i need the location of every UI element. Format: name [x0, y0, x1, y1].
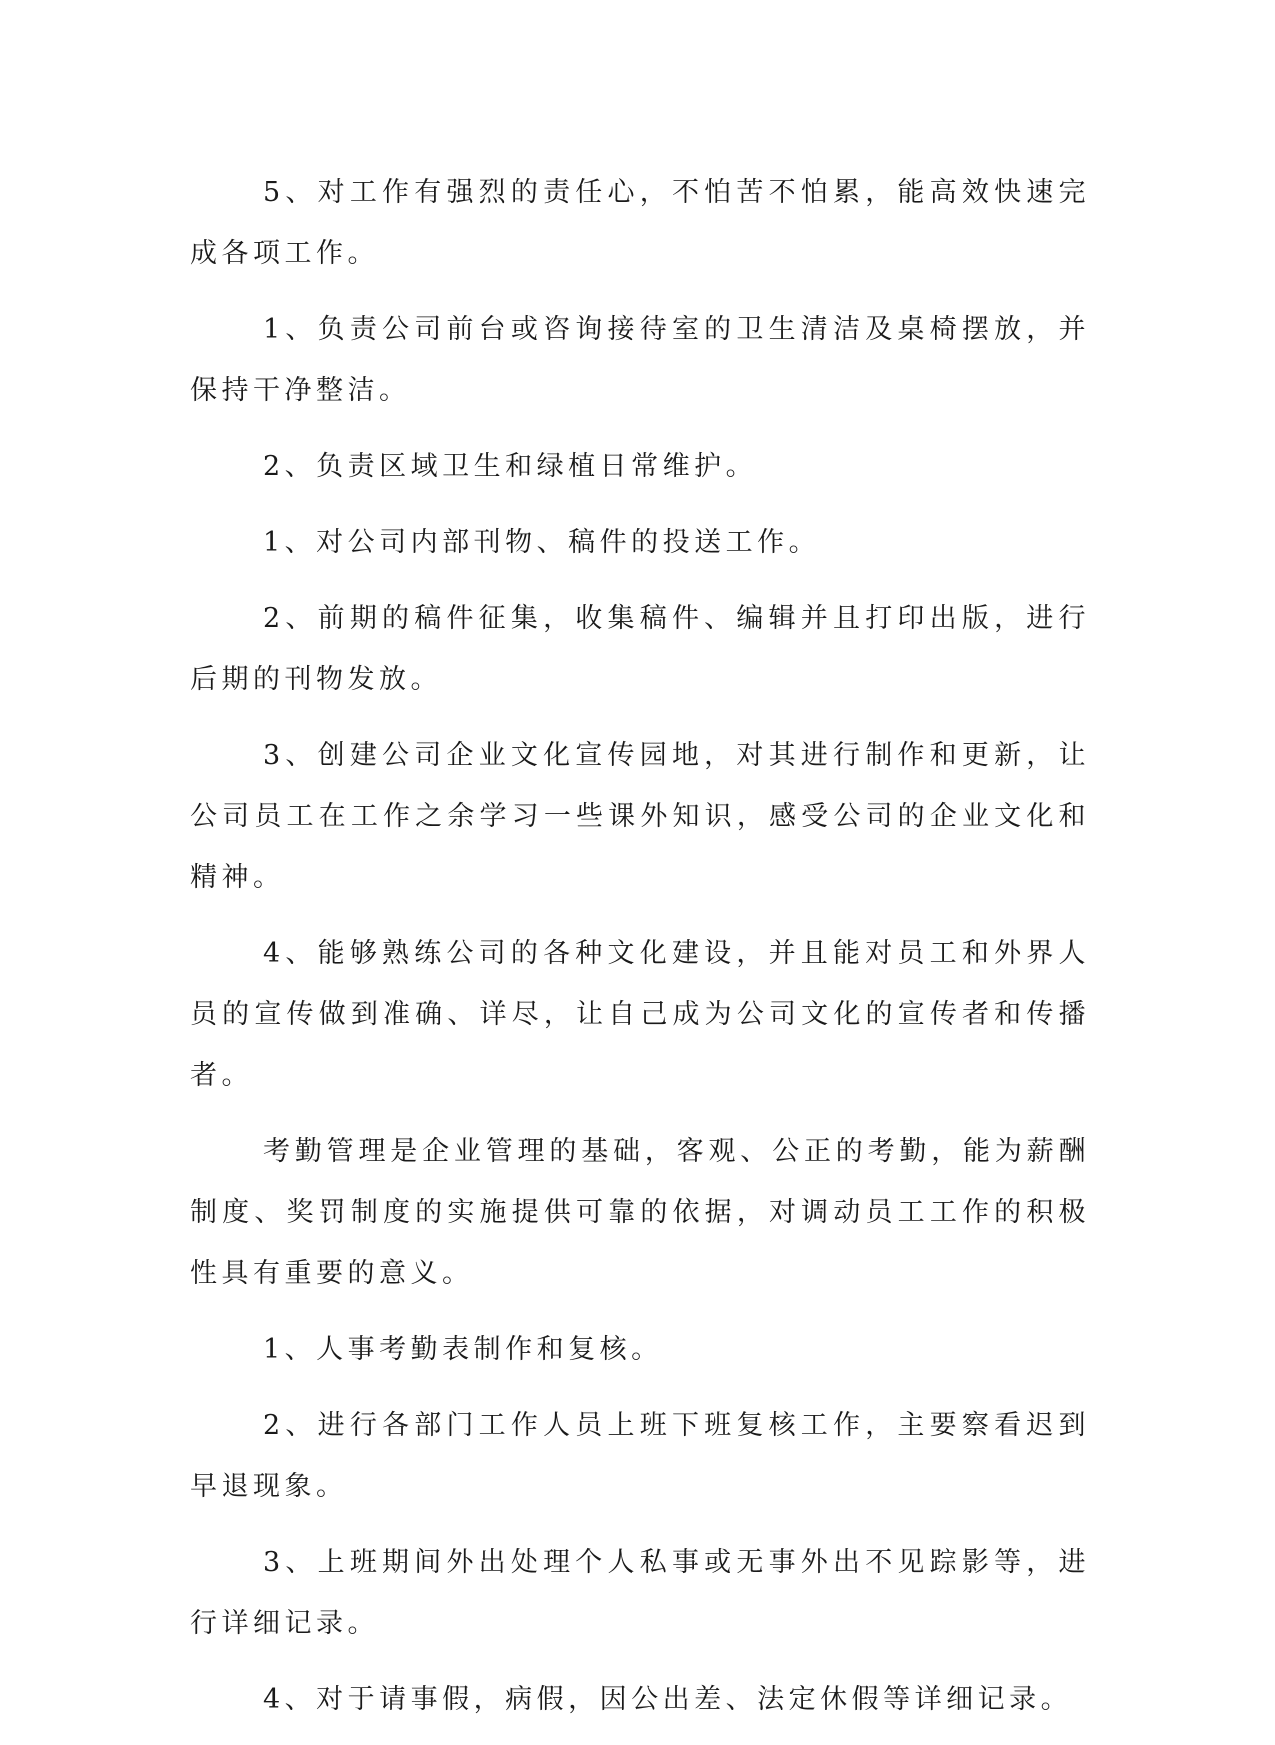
paragraph-attendance-1: 1、人事考勤表制作和复核。	[263, 1334, 663, 1365]
paragraph-publication-2: 2、前期的稿件征集，收集稿件、编辑并且打印出版，进行后期的刊物发放。	[190, 603, 1090, 695]
paragraph-culture-3: 3、创建公司企业文化宣传园地，对其进行制作和更新，让公司员工在工作之余学习一些课外知识，感受公司的企业文化和精神。	[190, 740, 1090, 893]
paragraph-culture-4: 4、能够熟练公司的各种文化建设，并且能对员工和外界人员的宣传做到准确、详尽，让自己成为公司文化的宣传者和传播者。	[190, 938, 1090, 1091]
paragraph-attendance-3: 3、上班期间外出处理个人私事或无事外出不见踪影等，进行详细记录。	[190, 1547, 1090, 1639]
paragraph-hygiene-1: 1、负责公司前台或咨询接待室的卫生清洁及桌椅摆放，并保持干净整洁。	[190, 314, 1090, 406]
document-page	[190, 162, 1090, 1745]
paragraph-publication-1: 1、对公司内部刊物、稿件的投送工作。	[263, 527, 821, 558]
paragraph-attendance-2: 2、进行各部门工作人员上班下班复核工作，主要察看迟到早退现象。	[190, 1410, 1090, 1502]
paragraph-hygiene-2: 2、负责区域卫生和绿植日常维护。	[263, 451, 758, 482]
paragraph-duty-5: 5、对工作有强烈的责任心，不怕苦不怕累，能高效快速完成各项工作。	[190, 177, 1090, 269]
paragraph-attendance-intro: 考勤管理是企业管理的基础，客观、公正的考勤，能为薪酬制度、奖罚制度的实施提供可靠的依据，对调动员工工作的积极性具有重要的意义。	[190, 1136, 1090, 1289]
paragraph-attendance-4: 4、对于请事假，病假，因公出差、法定休假等详细记录。	[263, 1684, 1073, 1715]
